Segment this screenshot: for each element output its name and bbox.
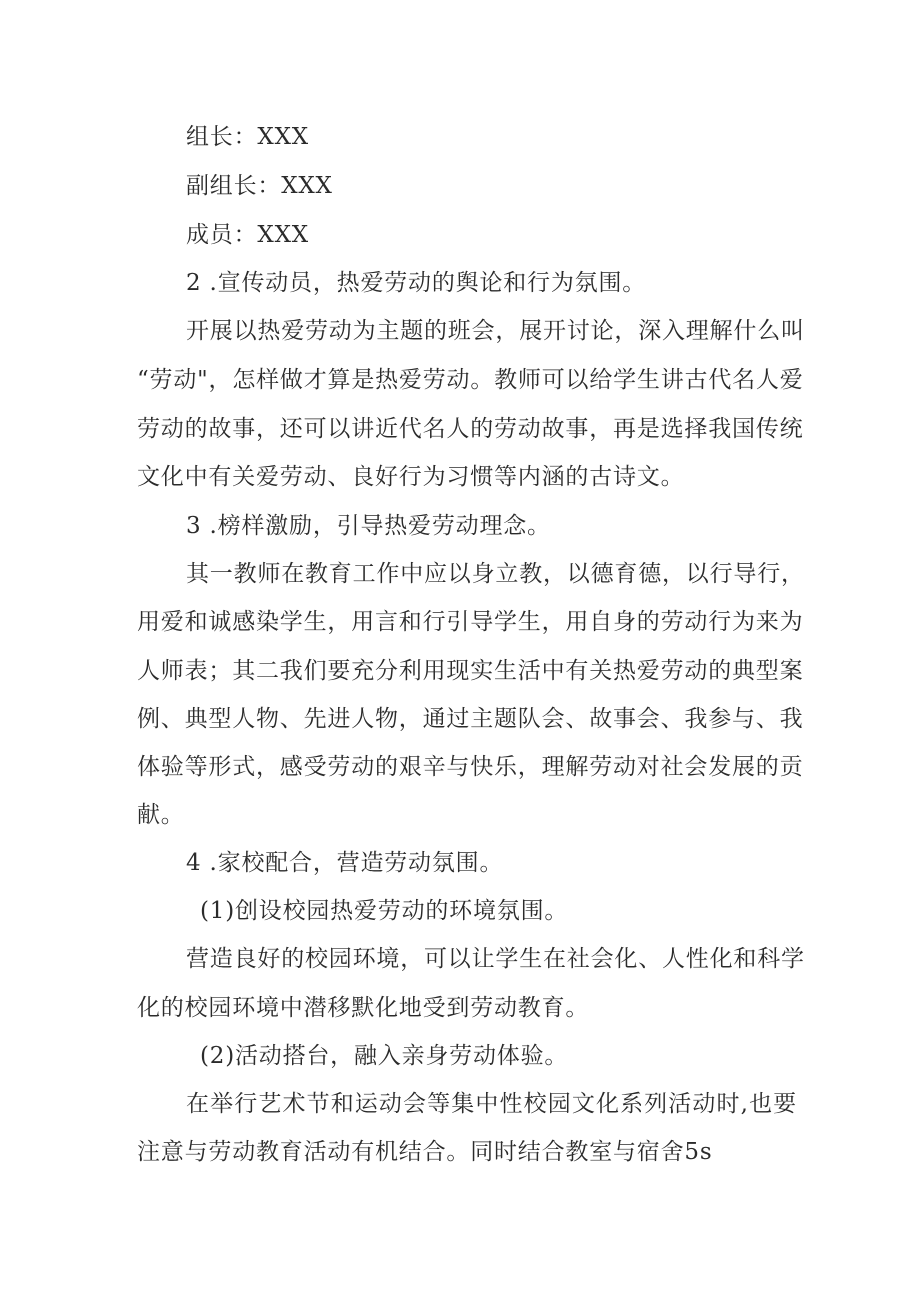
deputy-leader-line: 副组长：XXX [186, 173, 333, 199]
subheading-1: (1)创设校园热爱劳动的环境氛围。 [200, 898, 569, 924]
paragraph-line: 注意与劳动教育活动有机结合。同时结合教室与宿舍5s [137, 1139, 713, 1165]
paragraph-line: 其一教师在教育工作中应以身立教，以德育德，以行导行， [186, 561, 805, 587]
paragraph-line: 化的校园环境中潜移默化地受到劳动教育。 [137, 995, 590, 1021]
section-heading-4: 4 .家校配合，营造劳动氛围。 [186, 850, 504, 876]
subheading-2: (2)活动搭台，融入亲身劳动体验。 [200, 1043, 569, 1069]
paragraph-line: 在举行艺术节和运动会等集中性校园文化系列活动时,也要 [186, 1091, 797, 1117]
paragraph-line: 例、典型人物、先进人物，通过主题队会、故事会、我参与、我 [137, 706, 804, 732]
paragraph-line: 文化中有关爱劳动、良好行为习惯等内涵的古诗文。 [137, 464, 685, 490]
paragraph-line: 开展以热爱劳动为主题的班会，展开讨论，深入理解什么叫 [186, 318, 805, 344]
leader-line: 组长：XXX [186, 124, 309, 150]
paragraph-line: 劳动的故事，还可以讲近代名人的劳动故事，再是选择我国传统 [137, 416, 804, 442]
paragraph-line: 献。 [137, 802, 185, 828]
paragraph-line: 体验等形式，感受劳动的艰辛与快乐，理解劳动对社会发展的贡 [137, 754, 804, 780]
paragraph-line: 人师表；其二我们要充分利用现实生活中有关热爱劳动的典型案 [137, 658, 804, 684]
paragraph-line: 用爱和诚感染学生，用言和行引导学生，用自身的劳动行为来为 [137, 609, 804, 635]
paragraph-line: 营造良好的校园环境，可以让学生在社会化、人性化和科学 [186, 946, 805, 972]
members-line: 成员：XXX [186, 222, 309, 248]
section-heading-2: 2 .宣传动员，热爱劳动的舆论和行为氛围。 [186, 270, 647, 296]
paragraph-line: “劳动"，怎样做才算是热爱劳动。教师可以给学生讲古代名人爱 [137, 367, 804, 393]
section-heading-3: 3 .榜样激励，引导热爱劳动理念。 [186, 513, 551, 539]
